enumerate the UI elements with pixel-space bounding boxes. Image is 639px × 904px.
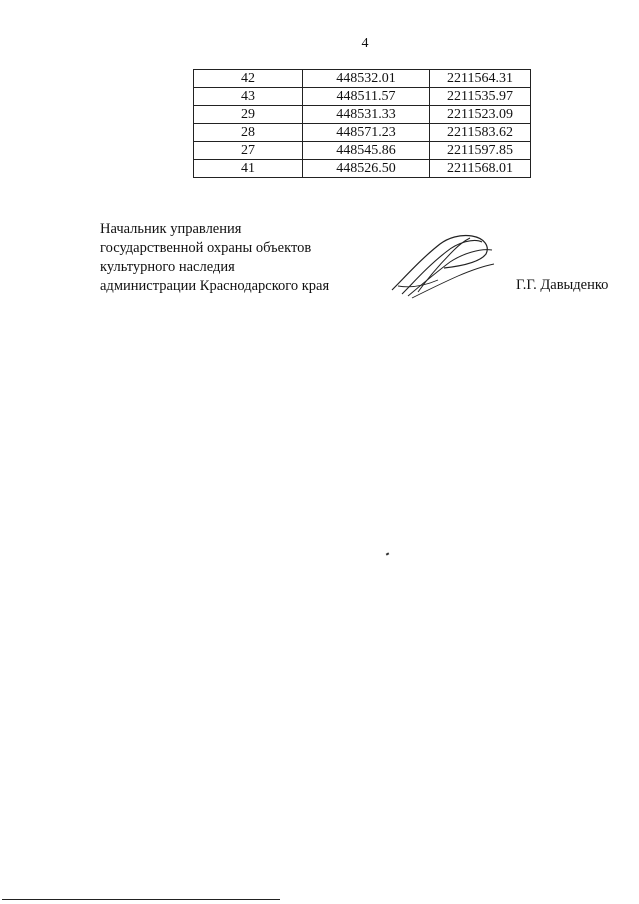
signer-name: Г.Г. Давыденко [516, 277, 609, 293]
position-title-line-1: Начальник управления [100, 221, 242, 237]
table-row [194, 88, 531, 106]
x-coordinate-cell: 448511.57 [303, 88, 430, 106]
y-coordinate-cell: 2211564.31 [430, 70, 531, 88]
x-coordinate-cell: 448571.23 [303, 124, 430, 142]
y-coordinate-cell: 2211568.01 [430, 160, 531, 178]
point-number-cell: 27 [194, 142, 303, 160]
point-number-cell: 41 [194, 160, 303, 178]
x-coordinate-cell: 448532.01 [303, 70, 430, 88]
y-coordinate-cell: 2211583.62 [430, 124, 531, 142]
table-row [194, 124, 531, 142]
footer-divider [2, 899, 280, 900]
coordinates-table [193, 69, 531, 178]
x-coordinate-cell: 448531.33 [303, 106, 430, 124]
y-coordinate-cell: 2211597.85 [430, 142, 531, 160]
table-row [194, 106, 531, 124]
table-row [194, 160, 531, 178]
position-title-line-4: администрации Краснодарского края [100, 278, 330, 294]
point-number-cell: 28 [194, 124, 303, 142]
table-row [194, 70, 531, 88]
point-number-cell: 42 [194, 70, 303, 88]
y-coordinate-cell: 2211535.97 [430, 88, 531, 106]
position-title-line-2: государственной охраны объектов [100, 240, 312, 256]
x-coordinate-cell: 448545.86 [303, 142, 430, 160]
page-number: 4 [361, 36, 369, 51]
point-number-cell: 29 [194, 106, 303, 124]
stray-mark [386, 552, 390, 555]
point-number-cell: 43 [194, 88, 303, 106]
y-coordinate-cell: 2211523.09 [430, 106, 531, 124]
table-row [194, 142, 531, 160]
handwritten-signature [388, 228, 498, 300]
position-title-line-3: культурного наследия [100, 259, 235, 275]
signature-block [100, 220, 329, 296]
x-coordinate-cell: 448526.50 [303, 160, 430, 178]
